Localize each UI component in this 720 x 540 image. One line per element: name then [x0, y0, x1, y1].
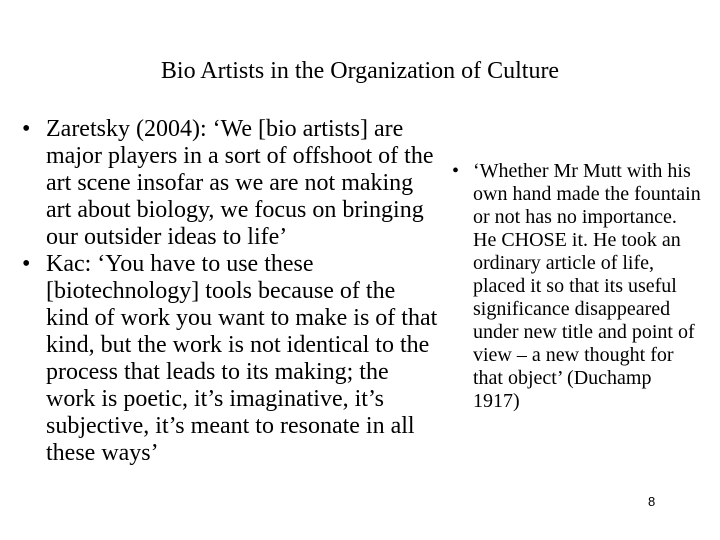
left-bullet-list — [22, 116, 442, 467]
bullet-text: ‘Whether Mr Mutt with his own hand made the fountain or not has no importance. He CHOSE it. He took an ordinary article of life, placed it so that its useful significance disappeared under new title and point of view – a new thought for that object’ (Duchamp 1917) — [473, 160, 701, 412]
bullet-marker: • — [452, 160, 460, 182]
bullet-kac-quote — [22, 251, 442, 467]
bullet-text: Zaretsky (2004): ‘We [bio artists] are major players in a sort of offshoot of the art scene insofar as we are not making art about biology, we focus on bringing our outsider ideas to life’ — [46, 116, 434, 250]
bullet-marker: • — [22, 116, 31, 142]
bullet-zaretsky-quote — [22, 116, 442, 251]
bullet-text: Kac: ‘You have to use these [biotechnology] tools because of the kind of work you want to make is of that kind, but the work is not identical to the process that leads to its making; the work is poetic, it’s imaginative, it’s subjective, it’s meant to resonate in all these ways’ — [46, 251, 438, 466]
page-number: 8 — [648, 494, 656, 509]
slide-title: Bio Artists in the Organization of Culture — [160, 58, 560, 84]
bullet-marker: • — [22, 251, 31, 277]
right-bullet-list — [452, 160, 702, 413]
bullet-duchamp-quote — [452, 160, 702, 413]
